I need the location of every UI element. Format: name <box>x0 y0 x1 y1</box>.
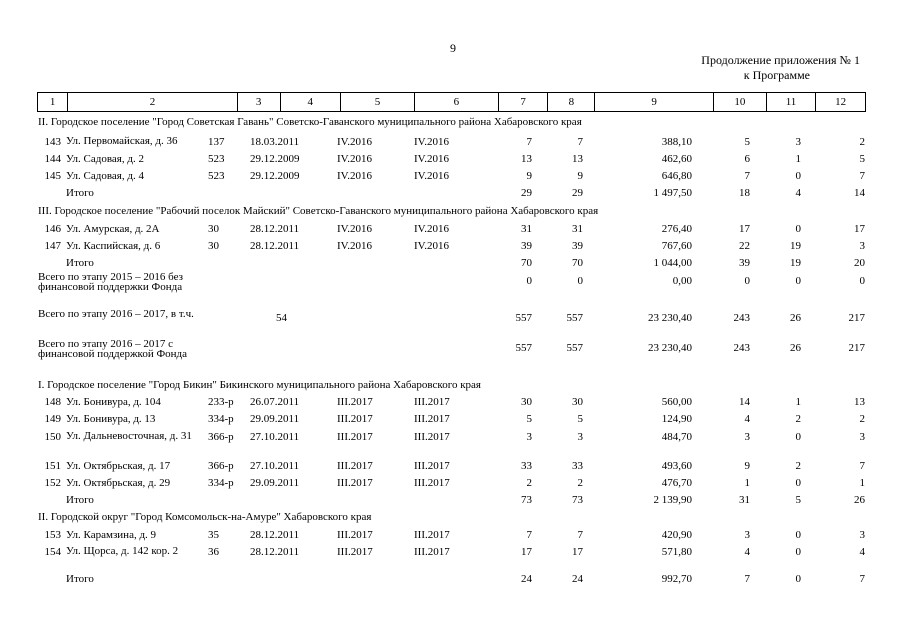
summary-cell-col-8: 0 <box>577 275 583 287</box>
address-cell: Ул. Бонивура, д. 104 <box>66 396 161 408</box>
table-cell-col-1: 143 <box>44 136 61 148</box>
summary-cell-col-10: 243 <box>733 342 750 354</box>
total-cell-col-7: 70 <box>521 257 532 269</box>
table-cell-col-11: 2 <box>795 413 801 425</box>
summary-cell-col-9: 0,00 <box>672 275 692 287</box>
table-cell-col-6: IV.2016 <box>414 153 449 165</box>
table-cell-col-12: 17 <box>854 223 865 235</box>
table-cell-col-6: III.2017 <box>414 431 450 443</box>
table-cell-col-6: III.2017 <box>414 529 450 541</box>
table-cell-col-10: 1 <box>744 477 750 489</box>
summary-cell-col-8: 557 <box>566 312 583 324</box>
table-cell-col-5: III.2017 <box>337 460 373 472</box>
table-cell-col-9: 560,00 <box>661 396 692 408</box>
table-cell-col-1: 153 <box>44 529 61 541</box>
table-cell-col-10: 3 <box>744 431 750 443</box>
table-cell-col-9: 571,80 <box>661 546 692 558</box>
summary-label: Всего по этапу 2015 – 2016 без финансовой поддержки Фонда <box>38 271 183 293</box>
table-cell-col-9: 646,80 <box>661 170 692 182</box>
table-cell-col-11: 0 <box>795 529 801 541</box>
table-cell-col-3: 137 <box>208 136 225 148</box>
table-cell-col-12: 7 <box>859 170 865 182</box>
table-cell-col-10: 14 <box>739 396 750 408</box>
address-cell: Ул. Дальневосточная, д. 31 <box>66 430 192 442</box>
table-cell-col-12: 3 <box>859 240 865 252</box>
table-cell-col-12: 7 <box>859 460 865 472</box>
total-cell-col-12: 20 <box>854 257 865 269</box>
summary-cell-col-12: 0 <box>859 275 865 287</box>
total-label: Итого <box>66 573 94 585</box>
table-cell-col-3: 36 <box>208 546 219 558</box>
section-heading: II. Городское поселение "Город Советская Гавань" Советско-Гаванского муниципального района Хабаровского края <box>38 116 582 128</box>
total-cell-col-11: 19 <box>790 257 801 269</box>
table-cell-col-7: 3 <box>526 431 532 443</box>
section-heading: I. Городское поселение "Город Бикин" Бикинского муниципального района Хабаровского края <box>38 379 481 391</box>
table-cell-col-8: 3 <box>577 431 583 443</box>
total-cell-col-9: 2 139,90 <box>653 494 692 506</box>
column-header-10: 10 <box>713 93 766 111</box>
table-cell-col-5: IV.2016 <box>337 223 372 235</box>
column-header-8: 8 <box>547 93 594 111</box>
summary-cell-col-10: 243 <box>733 312 750 324</box>
table-cell-col-5: III.2017 <box>337 477 373 489</box>
column-header-7: 7 <box>498 93 548 111</box>
total-cell-col-10: 31 <box>739 494 750 506</box>
table-cell-col-9: 124,90 <box>661 413 692 425</box>
table-cell-col-4: 29.12.2009 <box>250 170 300 182</box>
total-cell-col-12: 26 <box>854 494 865 506</box>
table-cell-col-6: III.2017 <box>414 460 450 472</box>
total-cell-col-8: 73 <box>572 494 583 506</box>
table-cell-col-11: 19 <box>790 240 801 252</box>
appendix-subtitle: к Программе <box>743 68 810 82</box>
table-cell-col-6: IV.2016 <box>414 240 449 252</box>
column-header-11: 11 <box>766 93 816 111</box>
table-cell-col-10: 7 <box>744 170 750 182</box>
total-cell-col-9: 992,70 <box>661 573 692 585</box>
table-cell-col-4: 18.03.2011 <box>250 136 300 148</box>
total-cell-col-8: 24 <box>572 573 583 585</box>
table-cell-col-6: III.2017 <box>414 396 450 408</box>
table-cell-col-7: 7 <box>526 136 532 148</box>
total-cell-col-11: 0 <box>795 573 801 585</box>
table-cell-col-3: 523 <box>208 153 225 165</box>
table-cell-col-1: 152 <box>44 477 61 489</box>
summary-cell-col-7: 557 <box>515 312 532 324</box>
summary-cell-col-12: 217 <box>848 342 865 354</box>
table-cell-col-7: 9 <box>526 170 532 182</box>
column-header-3: 3 <box>237 93 280 111</box>
address-cell: Ул. Каспийская, д. 6 <box>66 240 161 252</box>
table-cell-col-4: 28.12.2011 <box>250 223 300 235</box>
table-cell-col-11: 0 <box>795 431 801 443</box>
total-cell-col-9: 1 044,00 <box>653 257 692 269</box>
table-cell-col-7: 31 <box>521 223 532 235</box>
table-cell-col-9: 476,70 <box>661 477 692 489</box>
table-cell-col-4: 28.12.2011 <box>250 546 300 558</box>
total-cell-col-7: 73 <box>521 494 532 506</box>
section-heading: III. Городское поселение "Рабочий поселок Майский" Советско-Гаванского муниципального района Хабаровского края <box>38 205 599 217</box>
total-label: Итого <box>66 257 94 269</box>
table-cell-col-3: 523 <box>208 170 225 182</box>
table-cell-col-9: 493,60 <box>661 460 692 472</box>
table-cell-col-4: 29.12.2009 <box>250 153 300 165</box>
summary-cell-col-10: 0 <box>744 275 750 287</box>
table-cell-col-4: 28.12.2011 <box>250 240 300 252</box>
total-cell-col-9: 1 497,50 <box>653 187 692 199</box>
table-cell-col-6: III.2017 <box>414 413 450 425</box>
column-number-header <box>37 92 866 112</box>
table-cell-col-8: 17 <box>572 546 583 558</box>
table-cell-col-1: 146 <box>44 223 61 235</box>
table-cell-col-10: 5 <box>744 136 750 148</box>
summary-cell-col-7: 557 <box>515 342 532 354</box>
table-cell-col-1: 149 <box>44 413 61 425</box>
table-cell-col-3: 233-р <box>208 396 234 408</box>
table-cell-col-9: 462,60 <box>661 153 692 165</box>
table-cell-col-4: 26.07.2011 <box>250 396 300 408</box>
table-cell-col-1: 145 <box>44 170 61 182</box>
table-cell-col-1: 148 <box>44 396 61 408</box>
table-cell-col-11: 1 <box>795 396 801 408</box>
summary-cell-col-11: 26 <box>790 342 801 354</box>
total-cell-col-8: 70 <box>572 257 583 269</box>
table-cell-col-12: 5 <box>859 153 865 165</box>
table-cell-col-6: IV.2016 <box>414 223 449 235</box>
table-cell-col-12: 3 <box>859 529 865 541</box>
table-cell-col-8: 7 <box>577 529 583 541</box>
table-cell-col-3: 366-р <box>208 431 234 443</box>
table-cell-col-11: 3 <box>795 136 801 148</box>
total-cell-col-7: 29 <box>521 187 532 199</box>
summary-cell-col-7: 0 <box>526 275 532 287</box>
table-cell-col-1: 151 <box>44 460 61 472</box>
table-cell-col-9: 484,70 <box>661 431 692 443</box>
total-label: Итого <box>66 187 94 199</box>
table-cell-col-8: 5 <box>577 413 583 425</box>
table-cell-col-5: III.2017 <box>337 529 373 541</box>
table-cell-col-3: 30 <box>208 240 219 252</box>
table-cell-col-9: 276,40 <box>661 223 692 235</box>
table-cell-col-11: 0 <box>795 170 801 182</box>
table-cell-col-7: 13 <box>521 153 532 165</box>
column-header-6: 6 <box>414 93 498 111</box>
total-cell-col-10: 7 <box>744 573 750 585</box>
column-header-2: 2 <box>67 93 236 111</box>
table-cell-col-3: 30 <box>208 223 219 235</box>
table-cell-col-4: 29.09.2011 <box>250 413 300 425</box>
table-cell-col-7: 39 <box>521 240 532 252</box>
page-number: 9 <box>450 41 456 55</box>
table-cell-col-10: 4 <box>744 546 750 558</box>
column-header-12: 12 <box>815 93 865 111</box>
table-cell-col-5: IV.2016 <box>337 153 372 165</box>
summary-cell-col-11: 26 <box>790 312 801 324</box>
address-cell: Ул. Амурская, д. 2А <box>66 223 160 235</box>
table-cell-col-12: 4 <box>859 546 865 558</box>
table-cell-col-7: 30 <box>521 396 532 408</box>
table-cell-col-7: 2 <box>526 477 532 489</box>
table-cell-col-10: 9 <box>744 460 750 472</box>
total-cell-col-10: 39 <box>739 257 750 269</box>
total-cell-col-11: 5 <box>795 494 801 506</box>
table-cell-col-6: III.2017 <box>414 546 450 558</box>
table-cell-col-11: 1 <box>795 153 801 165</box>
table-cell-col-6: IV.2016 <box>414 136 449 148</box>
table-cell-col-8: 13 <box>572 153 583 165</box>
table-cell-col-8: 2 <box>577 477 583 489</box>
table-cell-col-8: 31 <box>572 223 583 235</box>
table-cell-col-7: 5 <box>526 413 532 425</box>
table-cell-col-12: 2 <box>859 136 865 148</box>
table-cell-col-7: 33 <box>521 460 532 472</box>
table-cell-col-12: 13 <box>854 396 865 408</box>
table-cell-col-1: 144 <box>44 153 61 165</box>
total-cell-col-8: 29 <box>572 187 583 199</box>
table-cell-col-1: 150 <box>44 431 61 443</box>
appendix-title: Продолжение приложения № 1 <box>701 53 860 67</box>
table-cell-col-12: 1 <box>859 477 865 489</box>
total-cell-col-10: 18 <box>739 187 750 199</box>
table-cell-col-9: 767,60 <box>661 240 692 252</box>
table-cell-col-4: 27.10.2011 <box>250 431 300 443</box>
address-cell: Ул. Карамзина, д. 9 <box>66 529 157 541</box>
table-cell-col-12: 3 <box>859 431 865 443</box>
table-cell-col-8: 39 <box>572 240 583 252</box>
column-header-4: 4 <box>280 93 340 111</box>
table-cell-col-10: 4 <box>744 413 750 425</box>
summary-cell-col-8: 557 <box>566 342 583 354</box>
table-cell-col-12: 2 <box>859 413 865 425</box>
table-cell-col-11: 0 <box>795 546 801 558</box>
table-cell-col-5: III.2017 <box>337 396 373 408</box>
table-cell-col-5: IV.2016 <box>337 170 372 182</box>
table-cell-col-10: 22 <box>739 240 750 252</box>
summary-label: Всего по этапу 2016 – 2017 с финансовой поддержкой Фонда <box>38 338 188 360</box>
address-cell: Ул. Садовая, д. 4 <box>66 170 144 182</box>
summary-cell-col-9: 23 230,40 <box>648 342 692 354</box>
total-label: Итого <box>66 494 94 506</box>
table-cell-col-3: 334-р <box>208 413 234 425</box>
address-cell: Ул. Бонивура, д. 13 <box>66 413 156 425</box>
table-cell-col-9: 420,90 <box>661 529 692 541</box>
table-cell-col-6: III.2017 <box>414 477 450 489</box>
table-cell-col-5: III.2017 <box>337 546 373 558</box>
address-cell: Ул. Первомайская, д. 36 <box>66 135 178 147</box>
table-cell-col-3: 366-р <box>208 460 234 472</box>
table-cell-col-11: 2 <box>795 460 801 472</box>
table-cell-col-7: 17 <box>521 546 532 558</box>
table-cell-col-5: III.2017 <box>337 431 373 443</box>
table-cell-col-8: 9 <box>577 170 583 182</box>
address-cell: Ул. Садовая, д. 2 <box>66 153 144 165</box>
table-cell-col-3: 334-р <box>208 477 234 489</box>
table-cell-col-8: 30 <box>572 396 583 408</box>
table-cell-col-10: 3 <box>744 529 750 541</box>
column-header-1: 1 <box>49 96 56 108</box>
summary-cell-col-9: 23 230,40 <box>648 312 692 324</box>
table-cell-col-4: 27.10.2011 <box>250 460 300 472</box>
total-cell-col-11: 4 <box>795 187 801 199</box>
table-cell-col-5: IV.2016 <box>337 136 372 148</box>
column-header-9: 9 <box>594 93 713 111</box>
table-cell-col-4: 28.12.2011 <box>250 529 300 541</box>
table-cell-col-10: 17 <box>739 223 750 235</box>
address-cell: Ул. Октябрьская, д. 29 <box>66 477 171 489</box>
table-cell-col-3: 35 <box>208 529 219 541</box>
table-cell-col-8: 33 <box>572 460 583 472</box>
table-cell-col-11: 0 <box>795 223 801 235</box>
table-cell-col-11: 0 <box>795 477 801 489</box>
table-cell-col-7: 7 <box>526 529 532 541</box>
total-cell-col-7: 24 <box>521 573 532 585</box>
address-cell: Ул. Октябрьская, д. 17 <box>66 460 171 472</box>
table-cell-col-1: 147 <box>44 240 61 252</box>
section-heading: II. Городской округ "Город Комсомольск-на-Амуре" Хабаровского края <box>38 511 372 523</box>
table-cell-col-1: 154 <box>44 546 61 558</box>
table-cell-col-5: III.2017 <box>337 413 373 425</box>
column-header-5: 5 <box>340 93 414 111</box>
table-cell-col-10: 6 <box>744 153 750 165</box>
table-cell-col-9: 388,10 <box>661 136 692 148</box>
total-cell-col-12: 14 <box>854 187 865 199</box>
total-cell-col-12: 7 <box>859 573 865 585</box>
summary-count: 54 <box>276 312 287 324</box>
table-cell-col-8: 7 <box>577 136 583 148</box>
table-cell-col-6: IV.2016 <box>414 170 449 182</box>
table-cell-col-5: IV.2016 <box>337 240 372 252</box>
address-cell: Ул. Щорса, д. 142 кор. 2 <box>66 545 179 557</box>
summary-label: Всего по этапу 2016 – 2017, в т.ч. <box>38 308 194 320</box>
summary-cell-col-12: 217 <box>848 312 865 324</box>
summary-cell-col-11: 0 <box>795 275 801 287</box>
table-cell-col-4: 29.09.2011 <box>250 477 300 489</box>
